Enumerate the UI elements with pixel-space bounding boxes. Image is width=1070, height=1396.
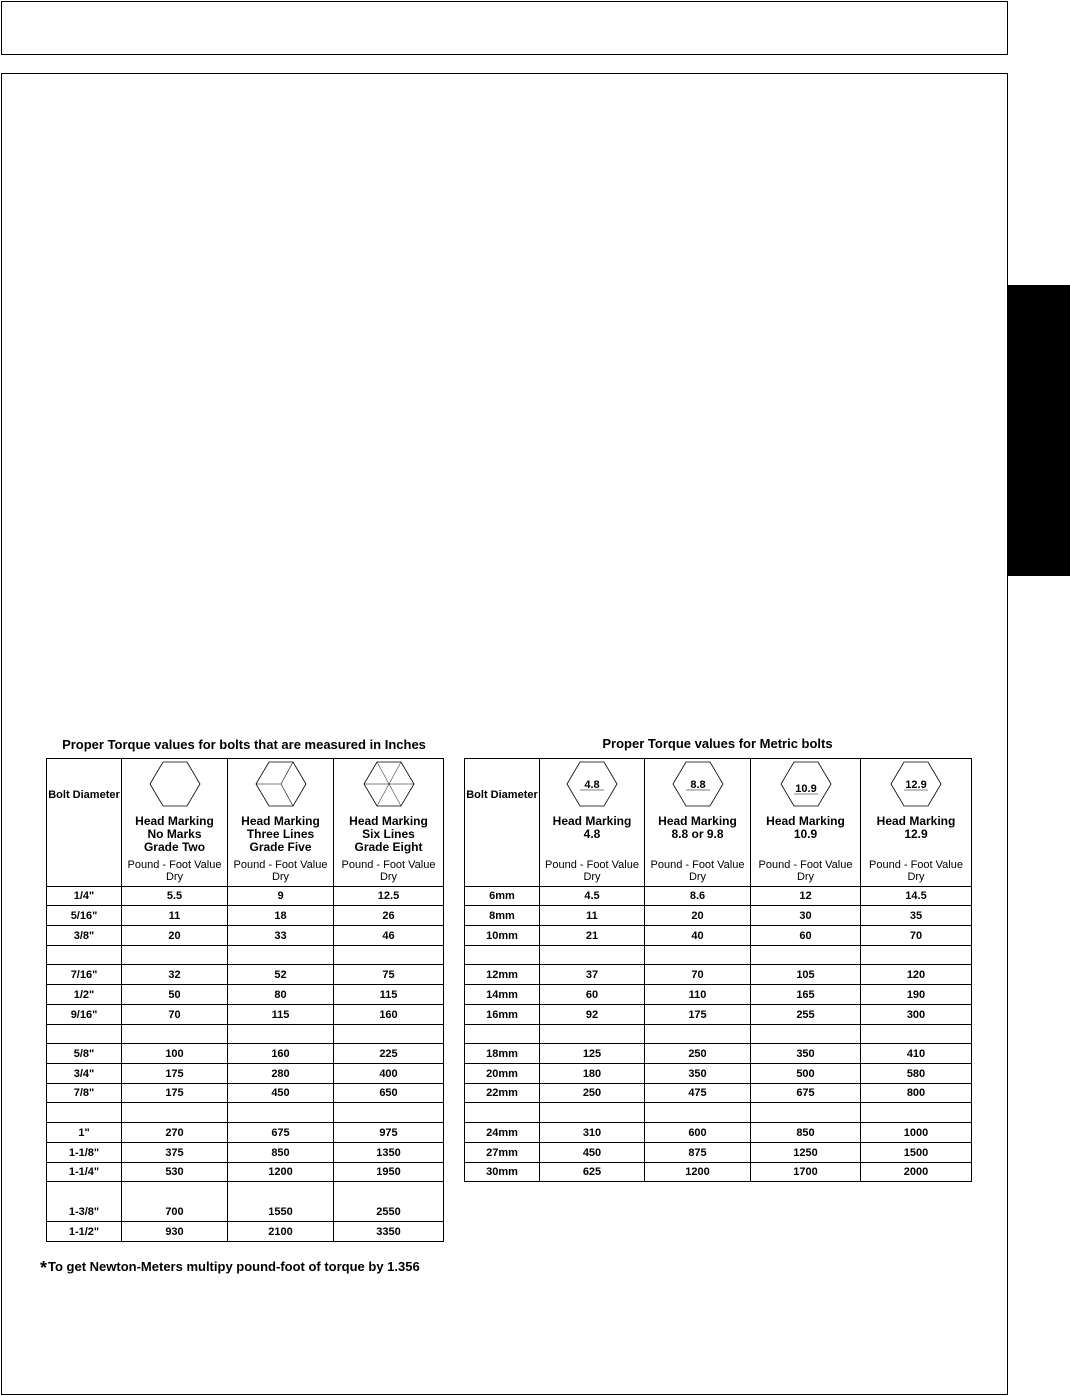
torque-value-cell [122, 946, 228, 965]
hexagon-12-9-icon [861, 759, 971, 811]
bolt-diameter-cell [465, 1025, 540, 1044]
table-row [47, 1182, 444, 1222]
table-row [47, 926, 444, 946]
table-row [465, 965, 972, 985]
bolt-diameter-cell: 24mm [465, 1123, 540, 1143]
torque-value-cell: 975 [334, 1123, 444, 1143]
bolt-diameter-cell [47, 946, 122, 965]
table-row [47, 887, 444, 906]
torque-value-cell: 115 [334, 985, 444, 1005]
torque-value-cell: 30 [751, 906, 861, 926]
metric-grade-12-9-header: 12.9 Head Marking 12.9 Pound - Foot Value Dry [861, 759, 972, 887]
torque-value-cell: 70 [122, 1005, 228, 1025]
torque-value-cell [122, 1025, 228, 1044]
bolt-diameter-cell [465, 946, 540, 965]
torque-value-cell: 8.6 [645, 887, 751, 906]
torque-value-cell: 165 [751, 985, 861, 1005]
torque-value-cell: 70 [861, 926, 972, 946]
bolt-diameter-cell: 7/8" [47, 1084, 122, 1103]
table-row [47, 985, 444, 1005]
torque-value-cell: 100 [122, 1044, 228, 1064]
torque-value-cell: 190 [861, 985, 972, 1005]
inch-torque-table [46, 758, 444, 1242]
grade-five-header: Head Marking Three Lines Grade Five Pound - Foot Value Dry [228, 759, 334, 887]
torque-value-cell: 1950 [334, 1163, 444, 1182]
torque-value-cell: 350 [751, 1044, 861, 1064]
bolt-diameter-cell: 1/4" [47, 887, 122, 906]
torque-value-cell [861, 946, 972, 965]
torque-value-cell [334, 1103, 444, 1123]
torque-value-cell: 46 [334, 926, 444, 946]
torque-value-cell [751, 1103, 861, 1123]
torque-value-cell: 250 [645, 1044, 751, 1064]
torque-value-cell: 270 [122, 1123, 228, 1143]
table-row [47, 1143, 444, 1163]
table-row [465, 1123, 972, 1143]
table-row [47, 965, 444, 985]
table-row [465, 985, 972, 1005]
torque-value-cell: 310 [540, 1123, 645, 1143]
torque-value-cell: 120 [861, 965, 972, 985]
bolt-diameter-cell [47, 1103, 122, 1123]
table-row [465, 946, 972, 965]
table-row [465, 1143, 972, 1163]
torque-value-cell: 1000 [861, 1123, 972, 1143]
torque-value-cell [228, 946, 334, 965]
torque-value-cell: 125 [540, 1044, 645, 1064]
torque-value-cell: 52 [228, 965, 334, 985]
bolt-diameter-cell: 3/4" [47, 1064, 122, 1084]
table-row [47, 1084, 444, 1103]
bolt-diameter-cell: 12mm [465, 965, 540, 985]
metric-bolt-diameter-header: Bolt Diameter [465, 759, 540, 887]
torque-value-cell: 35 [861, 906, 972, 926]
hexagon-8-8-icon [645, 759, 750, 811]
torque-value-cell: 50 [122, 985, 228, 1005]
torque-value-cell: 92 [540, 1005, 645, 1025]
table-row [465, 906, 972, 926]
bolt-diameter-cell: 27mm [465, 1143, 540, 1163]
bolt-diameter-cell: 30mm [465, 1163, 540, 1182]
svg-text:10.9: 10.9 [794, 783, 817, 795]
table-row [465, 1044, 972, 1064]
hexagon-4-8-icon [540, 759, 644, 811]
bolt-diameter-cell: 7/16" [47, 965, 122, 985]
metric-table-title: Proper Torque values for Metric bolts [602, 736, 833, 751]
torque-value-cell [751, 946, 861, 965]
torque-value-cell: 580 [861, 1064, 972, 1084]
torque-value-cell: 1550 [228, 1182, 334, 1222]
torque-value-cell: 70 [645, 965, 751, 985]
bolt-diameter-cell [465, 1103, 540, 1123]
torque-value-cell: 280 [228, 1064, 334, 1084]
page-header-box [1, 1, 1008, 55]
torque-value-cell: 1200 [645, 1163, 751, 1182]
table-row [465, 887, 972, 906]
torque-value-cell: 80 [228, 985, 334, 1005]
bolt-diameter-cell: 10mm [465, 926, 540, 946]
torque-value-cell: 105 [751, 965, 861, 985]
torque-value-cell [861, 1103, 972, 1123]
table-row [47, 1044, 444, 1064]
bolt-diameter-cell: 9/16" [47, 1005, 122, 1025]
torque-value-cell: 400 [334, 1064, 444, 1084]
torque-value-cell: 26 [334, 906, 444, 926]
torque-value-cell: 160 [228, 1044, 334, 1064]
torque-value-cell: 625 [540, 1163, 645, 1182]
torque-value-cell [540, 946, 645, 965]
inch-table-title: Proper Torque values for bolts that are measured in Inches [62, 737, 426, 752]
torque-value-cell: 1700 [751, 1163, 861, 1182]
torque-value-cell: 75 [334, 965, 444, 985]
torque-value-cell: 350 [645, 1064, 751, 1084]
torque-value-cell: 11 [540, 906, 645, 926]
torque-value-cell: 12.5 [334, 887, 444, 906]
torque-value-cell: 675 [751, 1084, 861, 1103]
hexagon-three-lines-icon [228, 759, 333, 811]
torque-value-cell: 530 [122, 1163, 228, 1182]
bolt-diameter-cell: 1-1/8" [47, 1143, 122, 1163]
bolt-diameter-cell: 1-1/2" [47, 1222, 122, 1242]
torque-value-cell [645, 946, 751, 965]
torque-value-cell: 800 [861, 1084, 972, 1103]
torque-value-cell: 115 [228, 1005, 334, 1025]
table-row [465, 1163, 972, 1182]
torque-value-cell: 500 [751, 1064, 861, 1084]
torque-value-cell: 450 [228, 1084, 334, 1103]
table-row [47, 1163, 444, 1182]
table-row [465, 1005, 972, 1025]
torque-value-cell: 650 [334, 1084, 444, 1103]
torque-value-cell: 4.5 [540, 887, 645, 906]
torque-value-cell: 12 [751, 887, 861, 906]
torque-value-cell: 5.5 [122, 887, 228, 906]
table-row [465, 926, 972, 946]
torque-value-cell: 40 [645, 926, 751, 946]
torque-value-cell: 9 [228, 887, 334, 906]
torque-value-cell: 2550 [334, 1182, 444, 1222]
torque-value-cell: 850 [228, 1143, 334, 1163]
metric-grade-4-8-header: 4.8 Head Marking 4.8 Pound - Foot Value Dry [540, 759, 645, 887]
torque-value-cell: 175 [122, 1084, 228, 1103]
torque-value-cell: 1500 [861, 1143, 972, 1163]
hexagon-no-marks-icon [122, 759, 227, 811]
torque-value-cell: 1250 [751, 1143, 861, 1163]
bolt-diameter-cell: 1" [47, 1123, 122, 1143]
torque-value-cell: 11 [122, 906, 228, 926]
hexagon-10-9-icon [751, 759, 860, 811]
table-row [465, 1103, 972, 1123]
torque-value-cell [540, 1103, 645, 1123]
torque-value-cell: 2100 [228, 1222, 334, 1242]
torque-value-cell: 3350 [334, 1222, 444, 1242]
torque-value-cell: 21 [540, 926, 645, 946]
torque-value-cell: 33 [228, 926, 334, 946]
torque-value-cell: 375 [122, 1143, 228, 1163]
bolt-diameter-cell: 1/2" [47, 985, 122, 1005]
torque-value-cell: 180 [540, 1064, 645, 1084]
table-row [47, 1064, 444, 1084]
torque-value-cell: 37 [540, 965, 645, 985]
torque-value-cell: 475 [645, 1084, 751, 1103]
bolt-diameter-cell: 5/16" [47, 906, 122, 926]
bolt-diameter-cell: 22mm [465, 1084, 540, 1103]
torque-value-cell: 14.5 [861, 887, 972, 906]
torque-value-cell [334, 946, 444, 965]
table-row [47, 1025, 444, 1044]
torque-value-cell [645, 1025, 751, 1044]
bolt-diameter-cell: 1-1/4" [47, 1163, 122, 1182]
torque-value-cell: 255 [751, 1005, 861, 1025]
bolt-diameter-cell: 16mm [465, 1005, 540, 1025]
torque-value-cell [228, 1103, 334, 1123]
torque-value-cell: 20 [645, 906, 751, 926]
metric-grade-10-9-header: 10.9 Head Marking 10.9 Pound - Foot Value Dry [751, 759, 861, 887]
bolt-diameter-cell [47, 1025, 122, 1044]
table-row [465, 1064, 972, 1084]
torque-value-cell: 675 [228, 1123, 334, 1143]
torque-value-cell: 18 [228, 906, 334, 926]
torque-value-cell: 160 [334, 1005, 444, 1025]
torque-value-cell: 850 [751, 1123, 861, 1143]
torque-value-cell: 60 [540, 985, 645, 1005]
torque-value-cell: 1200 [228, 1163, 334, 1182]
torque-value-cell: 450 [540, 1143, 645, 1163]
torque-value-cell: 2000 [861, 1163, 972, 1182]
table-row [465, 1025, 972, 1044]
torque-value-cell: 175 [645, 1005, 751, 1025]
torque-value-cell: 110 [645, 985, 751, 1005]
torque-value-cell [228, 1025, 334, 1044]
table-row [47, 946, 444, 965]
grade-eight-header: Head Marking Six Lines Grade Eight Pound - Foot Value Dry [334, 759, 444, 887]
table-row [47, 1222, 444, 1242]
table-row [465, 1084, 972, 1103]
bolt-diameter-cell: 1-3/8" [47, 1182, 122, 1222]
bolt-diameter-cell: 5/8" [47, 1044, 122, 1064]
torque-value-cell [334, 1025, 444, 1044]
torque-value-cell [540, 1025, 645, 1044]
metric-torque-table [464, 758, 972, 1182]
torque-value-cell: 1350 [334, 1143, 444, 1163]
torque-value-cell: 600 [645, 1123, 751, 1143]
torque-value-cell: 32 [122, 965, 228, 985]
section-tab [1008, 285, 1070, 576]
bolt-diameter-cell: 8mm [465, 906, 540, 926]
hexagon-six-lines-icon [334, 759, 443, 811]
bolt-diameter-cell: 14mm [465, 985, 540, 1005]
bolt-diameter-cell: 3/8" [47, 926, 122, 946]
torque-value-cell: 410 [861, 1044, 972, 1064]
torque-value-cell: 20 [122, 926, 228, 946]
torque-value-cell [122, 1103, 228, 1123]
table-row [47, 1005, 444, 1025]
torque-value-cell: 930 [122, 1222, 228, 1242]
torque-value-cell: 175 [122, 1064, 228, 1084]
torque-value-cell: 300 [861, 1005, 972, 1025]
bolt-diameter-cell: 6mm [465, 887, 540, 906]
torque-value-cell: 875 [645, 1143, 751, 1163]
torque-value-cell [861, 1025, 972, 1044]
torque-value-cell: 225 [334, 1044, 444, 1064]
bolt-diameter-cell: 18mm [465, 1044, 540, 1064]
bolt-diameter-cell: 20mm [465, 1064, 540, 1084]
torque-value-cell [751, 1025, 861, 1044]
torque-value-cell: 60 [751, 926, 861, 946]
table-row [47, 1123, 444, 1143]
torque-value-cell: 700 [122, 1182, 228, 1222]
table-row [47, 906, 444, 926]
svg-text:8.8: 8.8 [689, 779, 706, 791]
torque-value-cell [645, 1103, 751, 1123]
table-row [47, 1103, 444, 1123]
torque-value-cell: 250 [540, 1084, 645, 1103]
svg-text:4.8: 4.8 [584, 779, 600, 791]
svg-text:12.9: 12.9 [905, 779, 927, 791]
newton-meter-footnote: *To get Newton-Meters multipy pound-foot of torque by 1.356 [40, 1258, 420, 1278]
metric-grade-8-8-header: 8.8 Head Marking 8.8 or 9.8 Pound - Foot Value Dry [645, 759, 751, 887]
bolt-diameter-header: Bolt Diameter [47, 759, 122, 887]
grade-two-header: Head Marking No Marks Grade Two Pound - Foot Value Dry [122, 759, 228, 887]
